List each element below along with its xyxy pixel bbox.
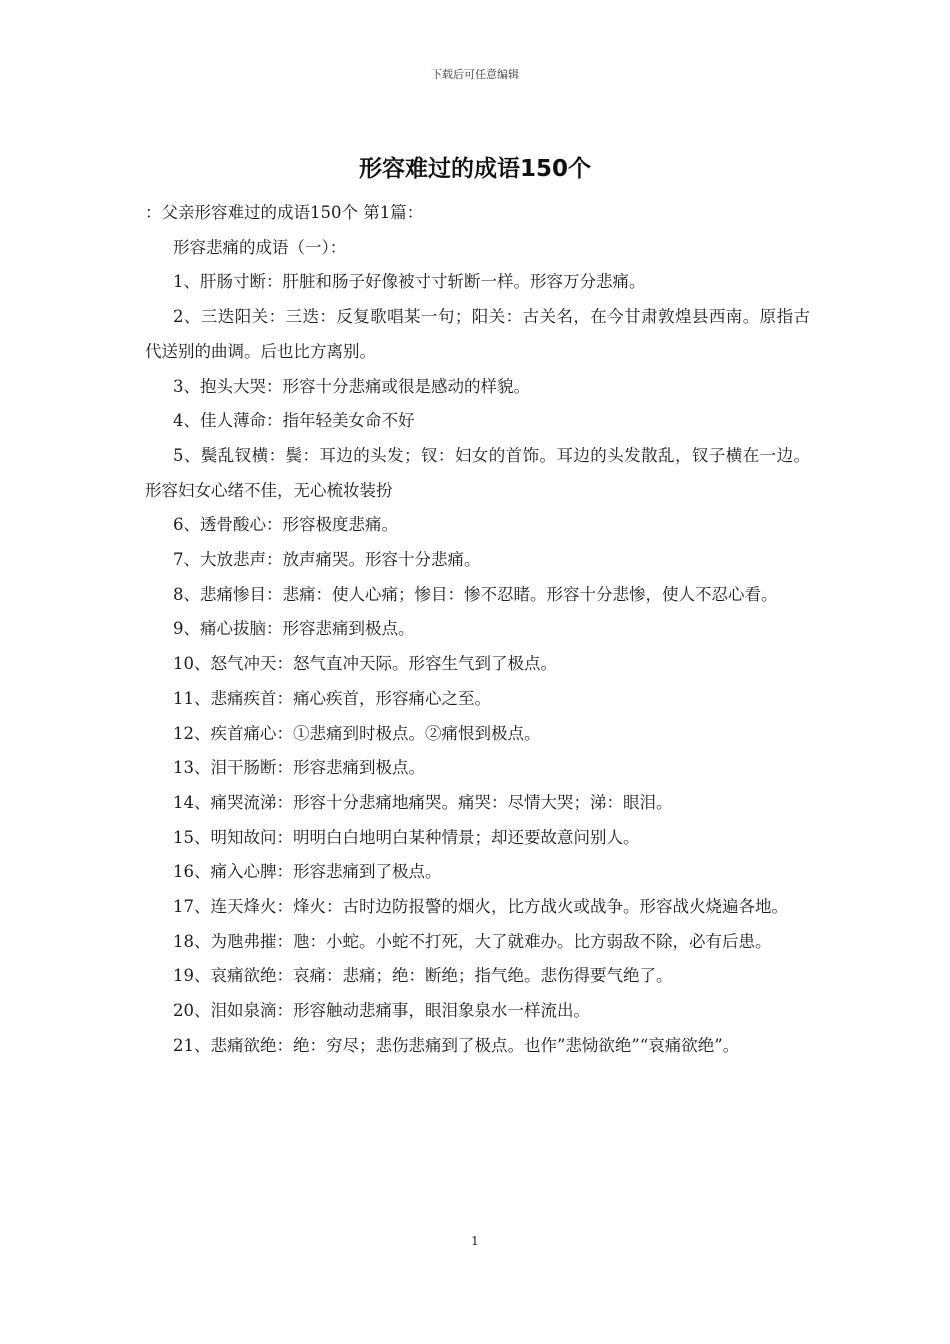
list-item: 13、泪干肠断：形容悲痛到极点。: [173, 758, 425, 778]
document-body: [145, 196, 810, 1064]
list-item: 19、哀痛欲绝：哀痛：悲痛；绝：断绝；指气绝。悲伤得要气绝了。: [173, 966, 673, 986]
document-title: 形容难过的成语150个: [358, 156, 591, 182]
list-item: 12、疾首痛心：①悲痛到时极点。②痛恨到极点。: [173, 723, 541, 743]
list-item: 14、痛哭流涕：形容十分悲痛地痛哭。痛哭：尽情大哭；涕：眼泪。: [173, 792, 673, 812]
list-item: 5、鬓乱钗横：鬓：耳边的头发；钗：妇女的首饰。耳边的头发散乱，钗子横在一边。形容妇女心绪不佳，无心梳妆装扮: [145, 445, 810, 500]
section-heading: 形容悲痛的成语（一）：: [173, 237, 347, 257]
list-item: 1、肝肠寸断：肝脏和肠子好像被寸寸斩断一样。形容万分悲痛。: [173, 272, 646, 292]
list-item: 9、痛心拔脑：形容悲痛到极点。: [173, 619, 415, 639]
list-item: 21、悲痛欲绝：绝：穷尽；悲伤悲痛到了极点。也作”悲恸欲绝”“哀痛欲绝”。: [173, 1035, 740, 1055]
list-item: 15、明知故问：明明白白地明白某种情景；却还要故意问别人。: [173, 827, 640, 847]
page-number: 1: [471, 1234, 479, 1248]
list-item: 17、连天烽火：烽火：古时边防报警的烟火，比方战火或战争。形容战火烧遍各地。: [173, 897, 788, 917]
list-item: 3、抱头大哭：形容十分悲痛或很是感动的样貌。: [173, 376, 530, 396]
list-item: 20、泪如泉滴：形容触动悲痛事，眼泪象泉水一样流出。: [173, 1001, 590, 1021]
list-item: 16、痛入心脾：形容悲痛到了极点。: [173, 862, 442, 882]
list-item: 10、怒气冲天：怒气直冲天际。形容生气到了极点。: [173, 654, 557, 674]
list-item: 2、三迭阳关：三迭：反复歌唱某一句；阳关：古关名，在今甘肃敦煌县西南。原指古代送别的曲调。后也比方离别。: [145, 307, 810, 361]
list-item: 7、大放悲声：放声痛哭。形容十分悲痛。: [173, 550, 481, 570]
list-item: 4、佳人薄命：指年轻美女命不好: [173, 411, 415, 431]
list-item: 18、为虺弗摧：虺：小蛇。小蛇不打死，大了就难办。比方弱敌不除，必有后患。: [173, 931, 772, 951]
header-note: 下载后可任意编辑: [431, 68, 519, 81]
intro-line: ：父亲形容难过的成语150个 第1篇：: [145, 203, 424, 222]
list-item: 11、悲痛疾首：痛心疾首，形容痛心之至。: [173, 688, 491, 708]
list-item: 8、悲痛惨目：悲痛：使人心痛；惨目：惨不忍睹。形容十分悲惨，使人不忍心看。: [173, 584, 778, 604]
list-item: 6、透骨酸心：形容极度悲痛。: [173, 515, 398, 535]
